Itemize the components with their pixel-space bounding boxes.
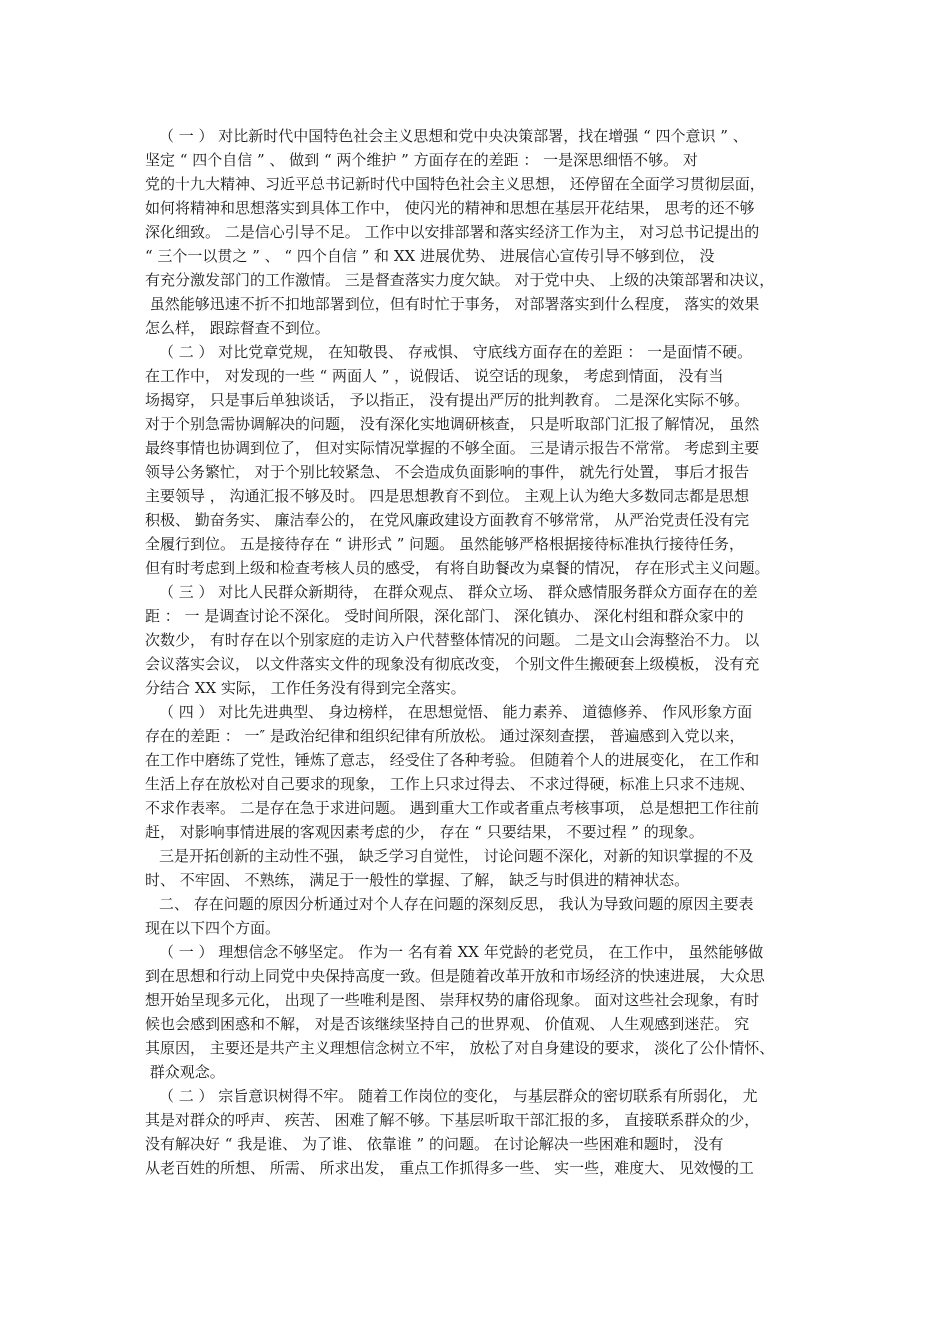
text-line: 想开始呈现多元化， 出现了一些唯利是图、 崇拜权势的庸俗现象。 面对这些社会现象，有时: [145, 991, 760, 1009]
text-line: 主要领导 ， 沟通汇报不够及时。 四是思想教育不到位。 主观上认为绝大多数同志都是思想: [145, 487, 750, 505]
text-line: 对于个别急需协调解决的问题， 没有深化实地调研核查， 只是听取部门汇报了解情况， 虽然: [145, 415, 760, 433]
text-line: 现在以下四个方面。: [145, 919, 281, 937]
text-line: 党的十九大精神、习近平总书记新时代中国特色社会主义思想， 还停留在全面学习贯彻层面，: [145, 175, 765, 193]
text-line: 三是开拓创新的主动性不强， 缺乏学习自觉性， 讨论问题不深化，对新的知识掌握的不及: [159, 847, 754, 865]
text-line: 场揭穿， 只是事后单独谈话， 予以指正， 没有提出严厉的批判教育。 二是深化实际不够。: [145, 391, 750, 409]
text-line: （ 四 ） 对比先进典型、 身边榜样， 在思想觉悟、 能力素养、 道德修养、 作风形象方面: [159, 703, 753, 721]
text-line: 没有解决好 “ 我是谁、 为了谁、 依靠谁 ” 的问题。 在讨论解决一些困难和题时， 没有: [145, 1135, 724, 1153]
document-page: [145, 124, 815, 1180]
text-line: 但有时考虑到上级和检查考核人员的感受， 有将自助餐改为桌餐的情况， 存在形式主义问题。: [145, 559, 770, 577]
text-line: 怎么样， 跟踪督查不到位。: [145, 319, 330, 337]
text-line: 在工作中， 对发现的一些 “ 两面人 ” ，说假话、 说空话的现象， 考虑到情面， 没有当: [145, 367, 724, 385]
text-line: 全履行到位。 五是接待存在 “ 讲形式 ” 问题。 虽然能够严格根据接待标准执行接待任务，: [145, 535, 744, 553]
text-line: 深化细致。 二是信心引导不足。 工作中以安排部署和落实经济工作为主， 对习总书记提出的: [145, 223, 760, 241]
text-line: 二、 存在问题的原因分析通过对个人存在问题的深刻反思， 我认为导致问题的原因主要表: [159, 895, 754, 913]
text-line: “ 三个一以贯之 ” 、 “ 四个自信 ” 和 XX 进展优势、 进展信心宣传引导不够到位， 没: [145, 247, 715, 265]
text-line: 赶， 对影响事情进展的客观因素考虑的少， 存在 “ 只要结果， 不要过程 ” 的现象。: [145, 823, 704, 841]
text-line: 积极、 勤奋务实、 廉洁奉公的， 在党风廉政建设方面教育不够常常， 从严治党责任没有完: [145, 511, 750, 529]
text-line: 如何将精神和思想落实到具体工作中， 使闪光的精神和思想在基层开花结果， 思考的还不够: [145, 199, 755, 217]
text-line: 其是对群众的呼声、 疾苦、 困难了解不够。下基层听取干部汇报的多， 直接联系群众的少，: [145, 1111, 760, 1129]
text-line: 不求作表率。 二是存在急于求进问题。 遇到重大工作或者重点考核事项， 总是想把工作往前: [145, 799, 760, 817]
text-line: 在工作中磨练了党性，锤炼了意志， 经受住了各种考验。 但随着个人的进展变化， 在工作和: [145, 751, 760, 769]
text-line: （ 二 ） 宗旨意识树得不牢。 随着工作岗位的变化， 与基层群众的密切联系有所弱化， 尤: [159, 1087, 758, 1105]
text-line: 坚定 “ 四个自信 ” 、 做到 “ 两个维护 ” 方面存在的差距 ： 一是深思细悟不够。 对: [145, 151, 698, 169]
text-line: 距 ： 一 是调查讨论不深化。 受时间所限，深化部门、 深化镇办、 深化村组和群众家中的: [145, 607, 744, 625]
text-line: （ 二 ） 对比党章党规， 在知敬畏、 存戒惧、 守底线方面存在的差距 ： 一是面情不硬。: [159, 343, 753, 361]
text-line: 其原因， 主要还是共产主义理想信念树立不牢， 放松了对自身建设的要求， 淡化了公仆情怀、: [145, 1039, 775, 1057]
text-line: 生活上存在放松对自己要求的现象， 工作上只求过得去、 不求过得硬，标准上只求不违规、: [145, 775, 755, 793]
text-line: 会议落实会议， 以文件落实文件的现象没有彻底改变， 个别文件生搬硬套上级模板， 没有充: [145, 655, 760, 673]
text-line: 存在的差距 ： 一″ 是政治纪律和组织纪律有所放松。 通过深刻查摆， 普遍感到入党以来，: [145, 727, 745, 745]
text-line: 时、 不牢固、 不熟练， 满足于一般性的掌握、了解， 缺乏与时俱进的精神状态。: [145, 871, 690, 889]
text-line: 虽然能够迅速不折不扣地部署到位，但有时忙于事务， 对部署落实到什么程度， 落实的效果: [145, 295, 760, 313]
text-line: 领导公务繁忙， 对于个别比较紧急、 不会造成负面影响的事件， 就先行处置， 事后才报告: [145, 463, 750, 481]
text-line: 群众观念。: [145, 1063, 225, 1081]
text-line: （ 一 ） 理想信念不够坚定。 作为一 名有着 XX 年党龄的老党员， 在工作中， 虽然能够做: [159, 943, 764, 961]
text-line: （ 三 ） 对比人民群众新期待， 在群众观点、 群众立场、 群众感情服务群众方面存在的差: [159, 583, 758, 601]
text-line: 候也会感到困惑和不解， 对是否该继续坚持自己的世界观、 价值观、 人生观感到迷茫。 究: [145, 1015, 750, 1033]
text-line: 到在思想和行动上同党中央保持高度一致。但是随着改革开放和市场经济的快速进展， 大众思: [145, 967, 765, 985]
text-line: 最终事情也协调到位了， 但对实际情况掌握的不够全面。 三是请示报告不常常。 考虑到主要: [145, 439, 760, 457]
text-line: 次数少， 有时存在以个别家庭的走访入户代替整体情况的问题。 二是文山会海整治不力。 以: [145, 631, 760, 649]
text-line: 有充分激发部门的工作激情。 三是督查落实力度欠缺。 对于党中央、 上级的决策部署和决议，: [145, 271, 775, 289]
text-line: 从老百姓的所想、 所需、 所求出发， 重点工作抓得多一些、 实一些，难度大、 见效慢的工: [145, 1159, 754, 1177]
text-line: （ 一 ） 对比新时代中国特色社会主义思想和党中央决策部署，找在增强 “ 四个意识 ” 、: [159, 127, 748, 145]
text-line: 分结合 XX 实际， 工作任务没有得到完全落实。: [145, 679, 466, 697]
